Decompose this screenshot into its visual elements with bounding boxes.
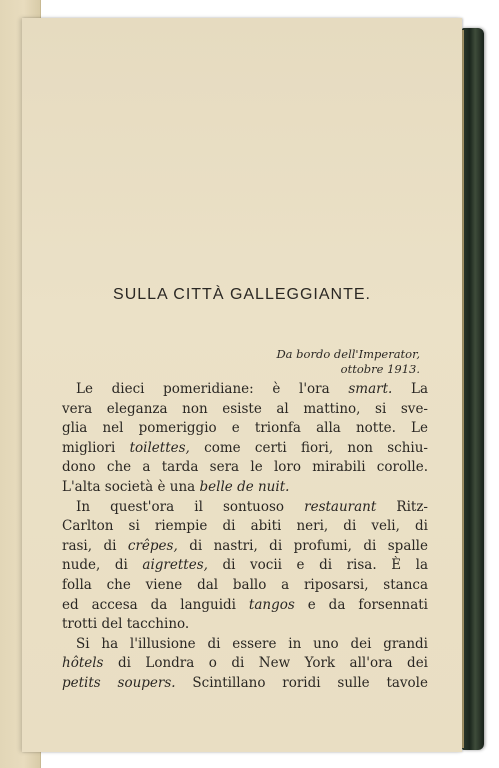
chapter-heading: SULLA CITTÀ GALLEGGIANTE. [113,286,371,303]
body-text [62,380,428,694]
text-line [62,458,428,478]
text-run: trotti del tacchino. [62,616,190,633]
text-run: La [392,381,428,397]
italic-run: petits soupers. [62,674,176,691]
text-run: di nastri, di profumi, di spalle [177,537,428,554]
text-line [62,556,428,576]
text-line [62,380,428,400]
text-run: glia nel pomeriggio e trionfa alla notte. Le [62,420,428,437]
text-run: Le dieci pomeridiane: è l'ora [76,381,349,397]
text-run: dono che a tarda sera le loro mirabili corolle. [62,459,428,476]
text-line [62,654,428,674]
italic-run: toilettes, [129,439,190,456]
dateline [276,347,420,377]
text-line [62,517,428,537]
text-run: Ritz- [376,498,428,515]
text-run: ed accesa da languidi [62,596,249,613]
paragraph [62,498,428,635]
italic-run: hôtels [62,655,104,672]
text-run: vera eleganza non esiste al mattino, si sve- [62,400,428,417]
text-run: Scintillano roridi sulle tavole [175,674,428,691]
italic-run: belle de nuit. [199,478,290,495]
dateline-line [276,347,420,362]
text-line [62,674,428,694]
text-run: In quest'ora il sontuoso [76,498,305,515]
text-line [62,478,428,498]
italic-run: aigrettes, [142,557,208,574]
italic-run: ottobre 1913. [340,362,420,376]
text-run: nude, di [62,557,143,574]
italic-run: crêpes, [127,537,178,554]
italic-run: restaurant [304,498,377,515]
text-run: e da forsennati [294,596,428,613]
text-run: di vocii e di risa. È la [207,557,428,574]
text-run: rasi, di [62,537,128,554]
text-line [62,576,428,596]
text-line [62,419,428,439]
text-run: Imperator, [358,347,420,361]
dateline-line [276,362,420,377]
text-line [62,635,428,655]
italic-run: Da bordo dell' [276,347,359,361]
italic-run: smart. [348,381,393,397]
book-page [22,18,462,752]
text-run: di Londra o di New York all'ora dei [103,655,428,672]
text-run: migliori [62,439,130,456]
text-run: folla che viene dal ballo a riposarsi, stanca [62,576,428,593]
book-binding [462,28,484,750]
paragraph [62,380,428,498]
text-line [62,498,428,518]
text-run: Carlton si riempie di abiti neri, di veli, di [62,518,428,535]
text-line [62,537,428,557]
text-line [62,615,428,635]
text-run: come certi fiori, non schiu- [189,439,428,456]
italic-run: tangos [248,596,295,613]
text-line [62,439,428,459]
paragraph [62,635,428,694]
text-line [62,400,428,420]
text-run: L'alta società è una [62,478,200,495]
text-run: Si ha l'illusione di essere in uno dei grandi [76,635,428,652]
text-line [62,596,428,616]
